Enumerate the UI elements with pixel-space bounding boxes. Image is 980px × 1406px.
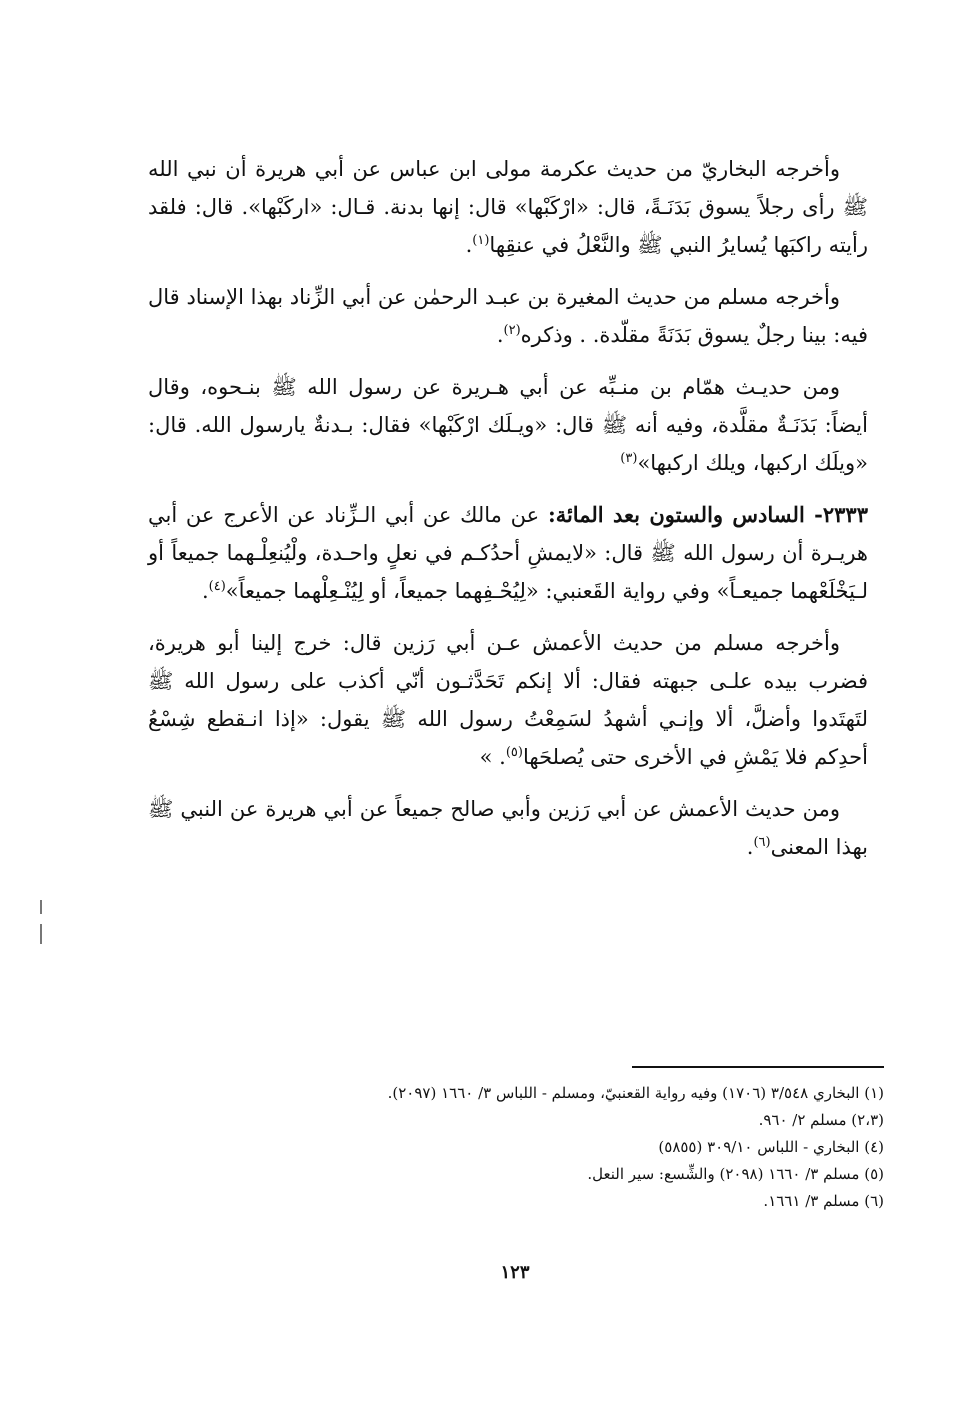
footnotes — [280, 1080, 884, 1215]
paragraph-end: . — [496, 323, 504, 347]
paragraph-text: ومن حديـث همّام بن منـبِّه عن أبي هـريرة عن رسول الله ﷺ بنـحوه، وقال أيضاً: بَدَنَـةٌ مقلَّدة، وفيه أنه ﷺ قال: «ويـلَك ارْكَبْها» فقال: بـدنةٌ يارسول الله. قال: «ويلَك اركبها، ويلك اركبها» — [148, 375, 868, 475]
footnote: (٢،٣) مسلم ٢/ ٩٦٠. — [758, 1111, 884, 1129]
main-text — [148, 150, 868, 880]
footnote-marker: (٥) — [505, 745, 523, 760]
footnote: (٤) البخاري - اللباس ٣٠٩/١٠ (٥٨٥٥) — [658, 1138, 884, 1156]
footnote-marker: (٤) — [208, 579, 226, 594]
hadith-heading: ٢٣٣٣- السادس والستون بعد المائة: — [547, 502, 868, 527]
footnote: (٦) مسلم ٣/ ١٦٦١. — [763, 1192, 884, 1210]
paragraph-text: وأخرجه البخاريّ من حديث عكرمة مولى ابن عباس عن أبي هريرة أن نبي الله ﷺ رأى رجلاً يسوق بَدَنَـةً، قال: «ارْكَبْها» قال: إنها بدنة. قـال: «اركَبْها». قال: فلقد رأيته راكبَها يُسايرُ النبي ﷺ والنَّعْلُ في عنقِها — [148, 157, 868, 257]
paragraph-text: وأخرجه مسلم من حديث المغيرة بن عبـد الرحمٰن عن أبي الزِّناد بهذا الإسناد قال فيه: بينا رجلٌ يسوق بَدَنَةً مقلّدة. . وذكره — [148, 285, 868, 347]
paragraph-text: وأخرجه مسلم من حديث الأعمش عـن أبي رَزين قال: خرج إلينا أبو هريرة، فضرب بيده علـى جبهته فقال: ألا إنكم تَحَدَّثـون أنّي أكذب على رسول الله ﷺ لتَهتَدوا وأضلَّ، ألا وإنـي أشهدُ لسَمِعْتُ رسول الله ﷺ يقول: «إذا انـقطع شِسْعُ أحدِكم فلا يَمْشِ في الأخرى حتى يُصلحَها — [148, 631, 868, 769]
footnote-divider — [632, 1066, 884, 1068]
paragraph — [148, 150, 868, 264]
margin-mark — [40, 924, 42, 944]
paragraph-end: . — [746, 835, 754, 859]
footnote-marker: (١) — [472, 233, 490, 248]
paragraph-end: . — [465, 233, 473, 257]
paragraph — [148, 624, 868, 776]
paragraph-text: عن مالك عن أبي الـزِّناد عن الأعرج عن أبي هريـرة أن رسول الله ﷺ قال: «لايمشِ أحدُكـم في نعلٍ واحـدة، ولْيُنعِلْـهما جميعاً أو لـيَخْلَعْهما جميعـاً» وفي رواية القَعنبي: «لِيُحْـفِهما جميعاً، أو لِيُنْـعِلْهما جميعاً» — [148, 503, 868, 603]
paragraph — [148, 278, 868, 354]
page-number: ١٢٣ — [500, 1262, 530, 1283]
paragraph-end: . — [201, 579, 209, 603]
hadith-entry — [148, 496, 868, 610]
footnote-marker: (٦) — [753, 835, 771, 850]
paragraph-end: . » — [479, 745, 506, 769]
paragraph — [148, 368, 868, 482]
paragraph-text: ومن حديث الأعمش عن أبي رَزين وأبي صالح جميعاً عن أبي هريرة عن النبي ﷺ بهذا المعنى — [148, 797, 868, 859]
footnote-marker: (٣) — [620, 451, 638, 466]
margin-mark — [40, 900, 42, 914]
footnote: (٥) مسلم ٣/ ١٦٦٠ (٢٠٩٨) والشِّسع: سير النعل. — [587, 1165, 884, 1183]
footnote: (١) البخاري ٣/٥٤٨ (١٧٠٦) وفيه رواية القعنبيّ، ومسلم - اللباس ٣/ ١٦٦٠ (٢٠٩٧). — [387, 1084, 884, 1102]
footnote-marker: (٢) — [503, 323, 521, 338]
paragraph — [148, 790, 868, 866]
